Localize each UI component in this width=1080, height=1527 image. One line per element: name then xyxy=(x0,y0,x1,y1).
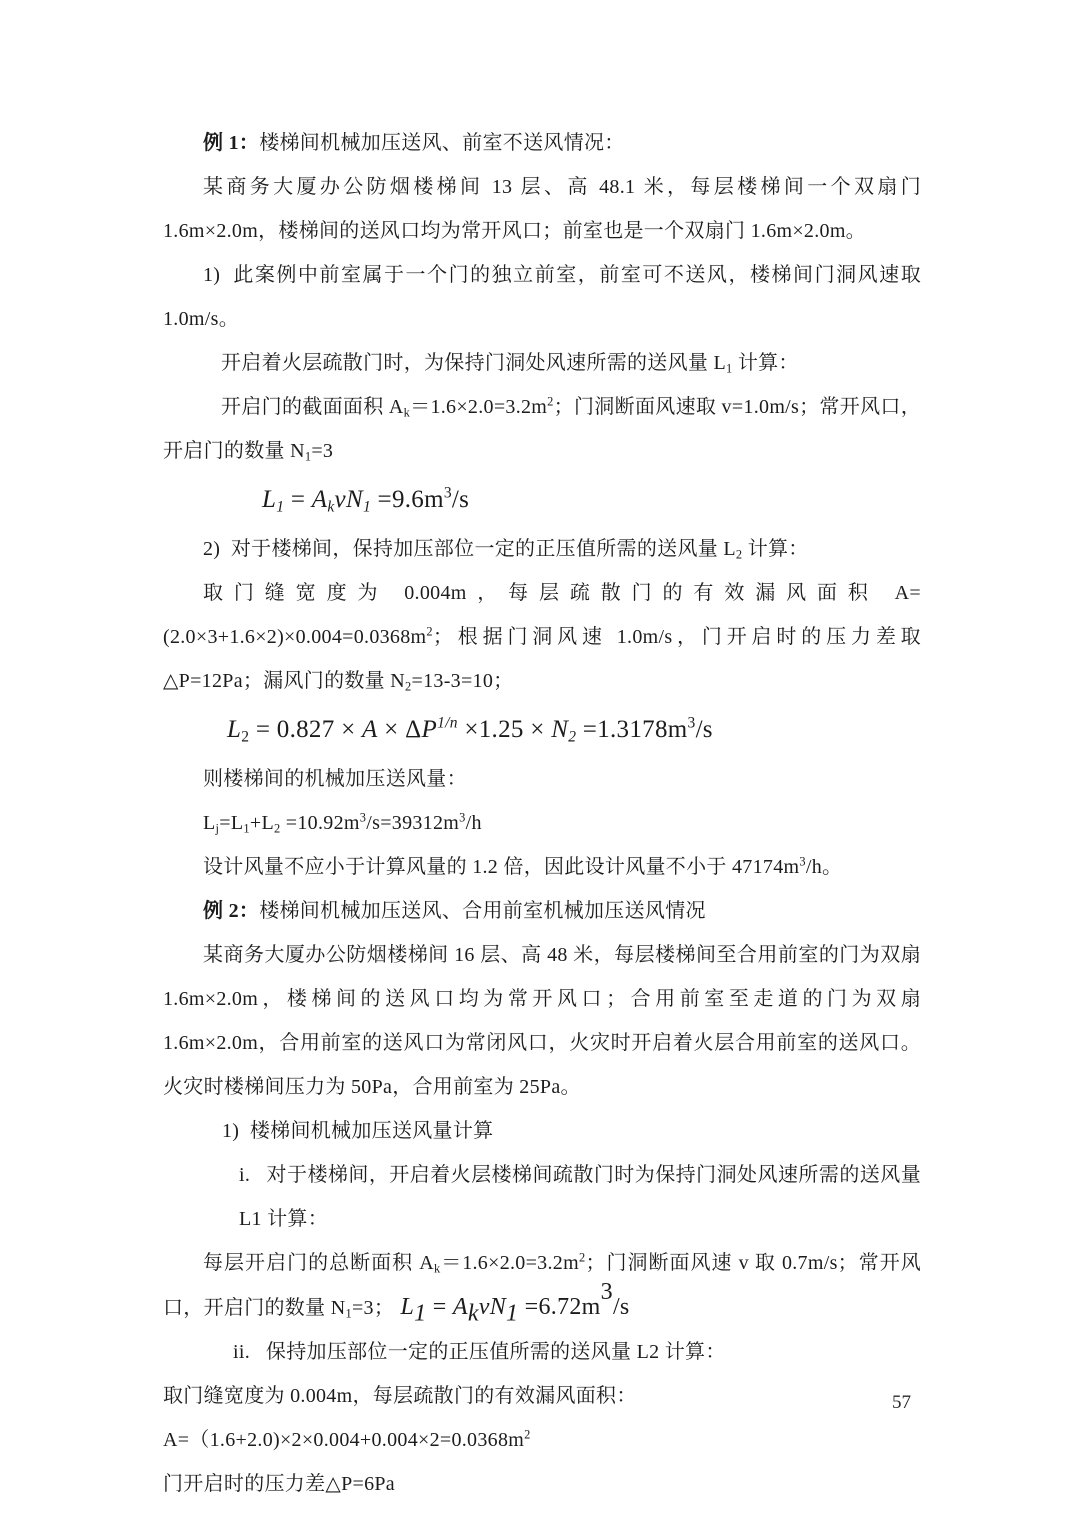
text-run: =6.72m xyxy=(518,1294,601,1320)
paragraph xyxy=(163,527,921,571)
text-run: +L xyxy=(249,812,274,834)
text-run: 楼梯间机械加压送风、合用前室机械加压送风情况 xyxy=(259,900,706,922)
text-run: 例 1： xyxy=(203,132,260,154)
paragraph xyxy=(163,121,921,165)
text-run: =3； xyxy=(351,1297,395,1319)
text-run: =10.92m xyxy=(280,812,360,834)
text-run: 1 xyxy=(506,1300,519,1327)
text-run: A xyxy=(452,1294,468,1320)
text-run: v xyxy=(334,486,346,513)
text-run: × Δ xyxy=(377,716,422,743)
paragraph xyxy=(163,1374,921,1418)
text-run: 3 xyxy=(443,484,452,502)
text-run: 某商务大厦办公防烟楼梯间 16 层、高 48 米，每层楼梯间至合用前室的门为双扇 1.6m×2.0m，楼梯间的送风口均为常开风口；合用前室至走道的门为双扇 1.6m×2.0m，合用前室的送风口为常闭风口，火灾时开启着火层合用前室的送风口。火灾时楼梯间压力为 50Pa，合用前室为 25Pa。 xyxy=(163,944,921,1098)
text-run: ；门洞断面风速 v 取 0.7m/s；常开风口，开启门的数量 N xyxy=(163,1252,922,1319)
text-run: 2 xyxy=(241,728,250,746)
text-run: 1) 楼梯间机械加压送风量计算 xyxy=(222,1120,494,1142)
paragraph xyxy=(163,341,921,385)
text-run: 1 xyxy=(726,361,733,376)
text-run: 2 xyxy=(524,1427,531,1442)
text-run: 2 xyxy=(426,624,433,639)
text-run: 3 xyxy=(687,714,696,732)
text-run: ；根据门洞风速 1.0m/s，门开启时的压力差取△P=12Pa；漏风门的数量 N xyxy=(163,626,921,692)
paragraph xyxy=(163,253,921,341)
paragraph xyxy=(163,1418,921,1462)
text-run: k xyxy=(467,1300,479,1327)
text-run: i. 对于楼梯间，开启着火层楼梯间疏散门时为保持门洞处风速所需的送风量 L1 计算： xyxy=(239,1164,921,1230)
text-run: 1 xyxy=(345,1306,352,1321)
text-run: 2 xyxy=(405,679,412,694)
text-run: 每层开启门的总断面积 A xyxy=(203,1252,434,1274)
text-run: 3 xyxy=(600,1279,613,1306)
text-run: 2 xyxy=(568,728,577,746)
text-run: 1 xyxy=(276,498,285,516)
paragraph xyxy=(163,757,921,801)
text-run: A=（1.6+2.0)×2×0.004+0.004×2=0.0368m xyxy=(163,1429,525,1451)
text-run: k xyxy=(433,1261,441,1276)
text-run: 1 xyxy=(304,449,312,464)
text-run: 3 xyxy=(459,810,466,825)
paragraph xyxy=(222,1109,921,1153)
text-run: 1/n xyxy=(437,714,458,732)
text-run: 楼梯间机械加压送风、前室不送风情况： xyxy=(259,132,625,154)
text-run: j xyxy=(215,821,220,836)
text-run: = 0.827 × xyxy=(249,716,363,743)
text-run: 计算： xyxy=(732,352,799,374)
paragraph xyxy=(233,1330,921,1374)
text-run: = xyxy=(284,486,312,513)
paragraph xyxy=(163,933,921,1109)
text-run: /s xyxy=(612,1294,630,1320)
text-run: /h。 xyxy=(805,856,843,878)
text-run: 2 xyxy=(578,1250,586,1265)
text-run: 1 xyxy=(414,1300,427,1327)
text-run: 开启着火层疏散门时，为保持门洞处风速所需的送风量 L xyxy=(221,352,727,374)
paragraph xyxy=(163,889,921,933)
paragraph xyxy=(163,165,921,253)
formula-line xyxy=(227,708,921,752)
text-run: N xyxy=(551,716,569,743)
text-run: P xyxy=(421,716,438,743)
text-run: /s xyxy=(695,716,713,743)
text-run: 1 xyxy=(243,821,250,836)
text-run: N xyxy=(489,1294,507,1320)
text-run: 2 xyxy=(274,821,281,836)
text-run: 1 xyxy=(362,498,371,516)
text-run: 2 xyxy=(735,547,743,562)
text-run: =3 xyxy=(311,440,334,462)
text-run: =9.6m xyxy=(371,486,444,513)
text-run: 门开启时的压力差△P=6Pa xyxy=(163,1473,395,1495)
text-run: k xyxy=(327,498,335,516)
text-run: L xyxy=(203,812,216,834)
text-run: =13-3=10； xyxy=(411,670,514,692)
text-run: 2) 对于楼梯间，保持加压部位一定的正压值所需的送风量 L xyxy=(203,538,736,560)
text-run: 取门缝宽度为 0.004m，每层疏散门的有效漏风面积 A=(2.0×3+1.6×2)×0.004=0.0368m xyxy=(163,582,921,648)
text-run: 计算： xyxy=(742,538,809,560)
paragraph xyxy=(163,845,921,889)
text-run: ；门洞断面风速取 v=1.0m/s；常开风口，开启门的数量 N xyxy=(163,396,922,462)
text-run: L xyxy=(394,1294,415,1320)
text-run: /s=39312m xyxy=(366,812,460,834)
text-run: A xyxy=(311,486,328,513)
text-run: 设计风量不应小于计算风量的 1.2 倍，因此设计风量不小于 47174m xyxy=(203,856,800,878)
formula-line xyxy=(262,478,921,522)
paragraph xyxy=(163,801,921,845)
text-run: ＝1.6×2.0=3.2m xyxy=(440,1252,579,1274)
text-run: 开启门的截面面积 A xyxy=(221,396,404,418)
paragraph xyxy=(239,1153,921,1241)
text-run: A xyxy=(362,716,378,743)
text-run: ＝1.6×2.0=3.2m xyxy=(410,396,548,418)
text-run: L xyxy=(227,716,242,743)
text-run: L xyxy=(262,486,277,513)
text-run: 3 xyxy=(359,810,367,825)
paragraph xyxy=(163,385,921,473)
text-run: /h xyxy=(465,812,482,834)
text-run: 例 2： xyxy=(203,900,260,922)
text-run: 2 xyxy=(547,394,554,409)
page-number: 57 xyxy=(892,1392,911,1413)
document-body xyxy=(163,121,921,1506)
text-run: = xyxy=(426,1294,453,1320)
text-run: N xyxy=(345,486,363,513)
text-run: 则楼梯间的机械加压送风量： xyxy=(203,768,467,790)
text-run: =1.3178m xyxy=(576,716,688,743)
text-run: =L xyxy=(219,812,244,834)
text-run: /s xyxy=(451,486,470,513)
text-run: v xyxy=(478,1294,490,1320)
paragraph xyxy=(163,571,921,703)
text-run: 取门缝宽度为 0.004m，每层疏散门的有效漏风面积： xyxy=(163,1385,637,1407)
text-run: 某商务大厦办公防烟楼梯间 13 层、高 48.1 米，每层楼梯间一个双扇门 1.6m×2.0m，楼梯间的送风口均为常开风口；前室也是一个双扇门 1.6m×2.0m。 xyxy=(163,176,921,242)
text-run: 3 xyxy=(799,854,806,869)
text-run: 1) 此案例中前室属于一个门的独立前室，前室可不送风，楼梯间门洞风速取 1.0m/s。 xyxy=(163,264,921,330)
text-run: ii. 保持加压部位一定的正压值所需的送风量 L2 计算： xyxy=(233,1341,726,1363)
text-run: k xyxy=(403,405,411,420)
paragraph xyxy=(163,1462,921,1506)
paragraph xyxy=(163,1241,921,1330)
text-run: ×1.25 × xyxy=(457,716,552,743)
